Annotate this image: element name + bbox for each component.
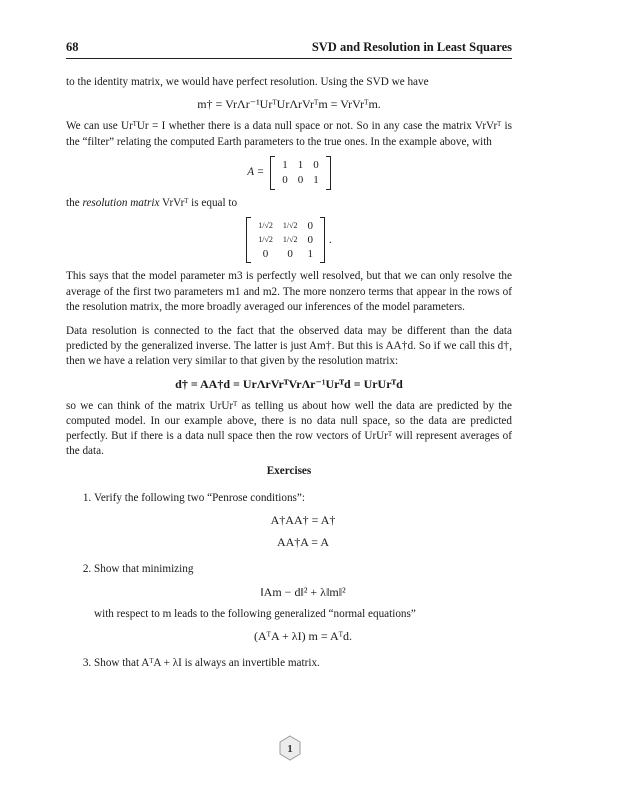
paragraph-data-resolution: Data resolution is connected to the fact that the observed data may be different than the data predicted by the generalized inverse. The latter is just Am†. But this is AA†d. So if we call this d†, then we have a relation very similar to that given by the resolution matrix: [66,325,512,368]
matrix-r-cell: 0 [287,248,293,261]
matrix-r-cell: 0 [262,248,269,261]
text-fragment: VrVrᵀ is equal to [159,197,238,210]
exercise-list [66,491,512,672]
exercise-item-1 [94,491,512,551]
header-rule [66,58,512,59]
paragraph-data-predicted: so we can think of the matrix UrUrᵀ as telling us about how well the data are predicted by the computed model. In our example above, there is no data null space, so the data are predicted perfectly. But if there is a data null space then the row vectors of UrUrᵀ will represent averages of the data. [66,399,512,458]
matrix-r-period: . [328,233,332,246]
exercise-text: Show that minimizing [94,563,194,576]
exercise-text: Show that AᵀA + λI is always an invertible matrix. [94,657,320,670]
term-resolution-matrix: resolution matrix [82,197,160,210]
equation-generalized-inverse: m† = VrΛr⁻¹UrᵀUrΛrVrᵀm = VrVrᵀm. [197,97,381,112]
exercises-heading: Exercises [266,464,312,477]
exercise-item-3 [94,656,512,671]
paragraph-model-resolution: This says that the model parameter m3 is perfectly well resolved, but that we can only resolve the average of the first two parameters m1 and m2. The more nonzero terms that appear in the rows of the resolution matrix, the more broadly averaged our inferences of the model parameters. [66,270,512,313]
matrix-r-cell: 0 [307,220,313,233]
page-number-badge [277,735,303,761]
matrix-r-cell: 1/√2 [282,235,298,245]
matrix-r-cell: 1 [307,248,313,261]
matrix-r-cell: 1/√2 [258,221,273,231]
paragraph-filter: We can use UrᵀUr = I whether there is a data null space or not. So in any case the matrix VrVrᵀ is the “filter” relating the computed Earth parameters to the true ones. In the example above, with [66,120,512,148]
equation-normal: (AᵀA + λI) m = Aᵀd. [253,629,353,644]
matrix-a-cell: 0 [313,158,319,171]
matrix-r-cell: 1/√2 [282,221,298,231]
matrix-a-cell: 1 [313,174,319,187]
matrix-a-cell: 1 [297,158,304,171]
text-fragment: the [66,197,83,210]
exercise-text: Verify the following two “Penrose conditions”: [94,491,305,504]
equation-penrose-2: AA†A = A [276,535,330,550]
header-title: SVD and Resolution in Least Squares [311,40,512,54]
header-page-number: 68 [66,40,79,54]
matrix-a-cell: 1 [282,158,288,171]
equation-minimize: ‖Am − d‖² + λ‖m‖² [260,584,346,599]
paragraph-intro: to the identity matrix, we would have perfect resolution. Using the SVD we have [66,76,429,88]
matrix-a [270,156,331,190]
page-badge-text: 1 [287,743,293,755]
matrix-a-cell: 0 [282,174,288,187]
equation-penrose-1: A†AA† = A† [270,513,336,528]
paragraph-resolution-matrix [66,196,512,211]
matrix-r-display [66,217,512,263]
equation-data-resolution: d† = AA†d = UrΛrVrᵀVrΛr⁻¹Urᵀd = UrUrᵀd [175,376,403,391]
matrix-r [246,217,325,263]
exercise-item-2 [94,562,512,644]
matrix-a-cell: 0 [297,174,304,187]
main-body [66,75,512,671]
exercise-text: with respect to m leads to the following generalized “normal equations” [94,607,416,620]
matrix-a-display [66,156,512,190]
matrix-r-cell: 1/√2 [258,235,273,245]
matrix-a-label: A = [247,166,265,179]
matrix-r-cell: 0 [307,234,313,247]
